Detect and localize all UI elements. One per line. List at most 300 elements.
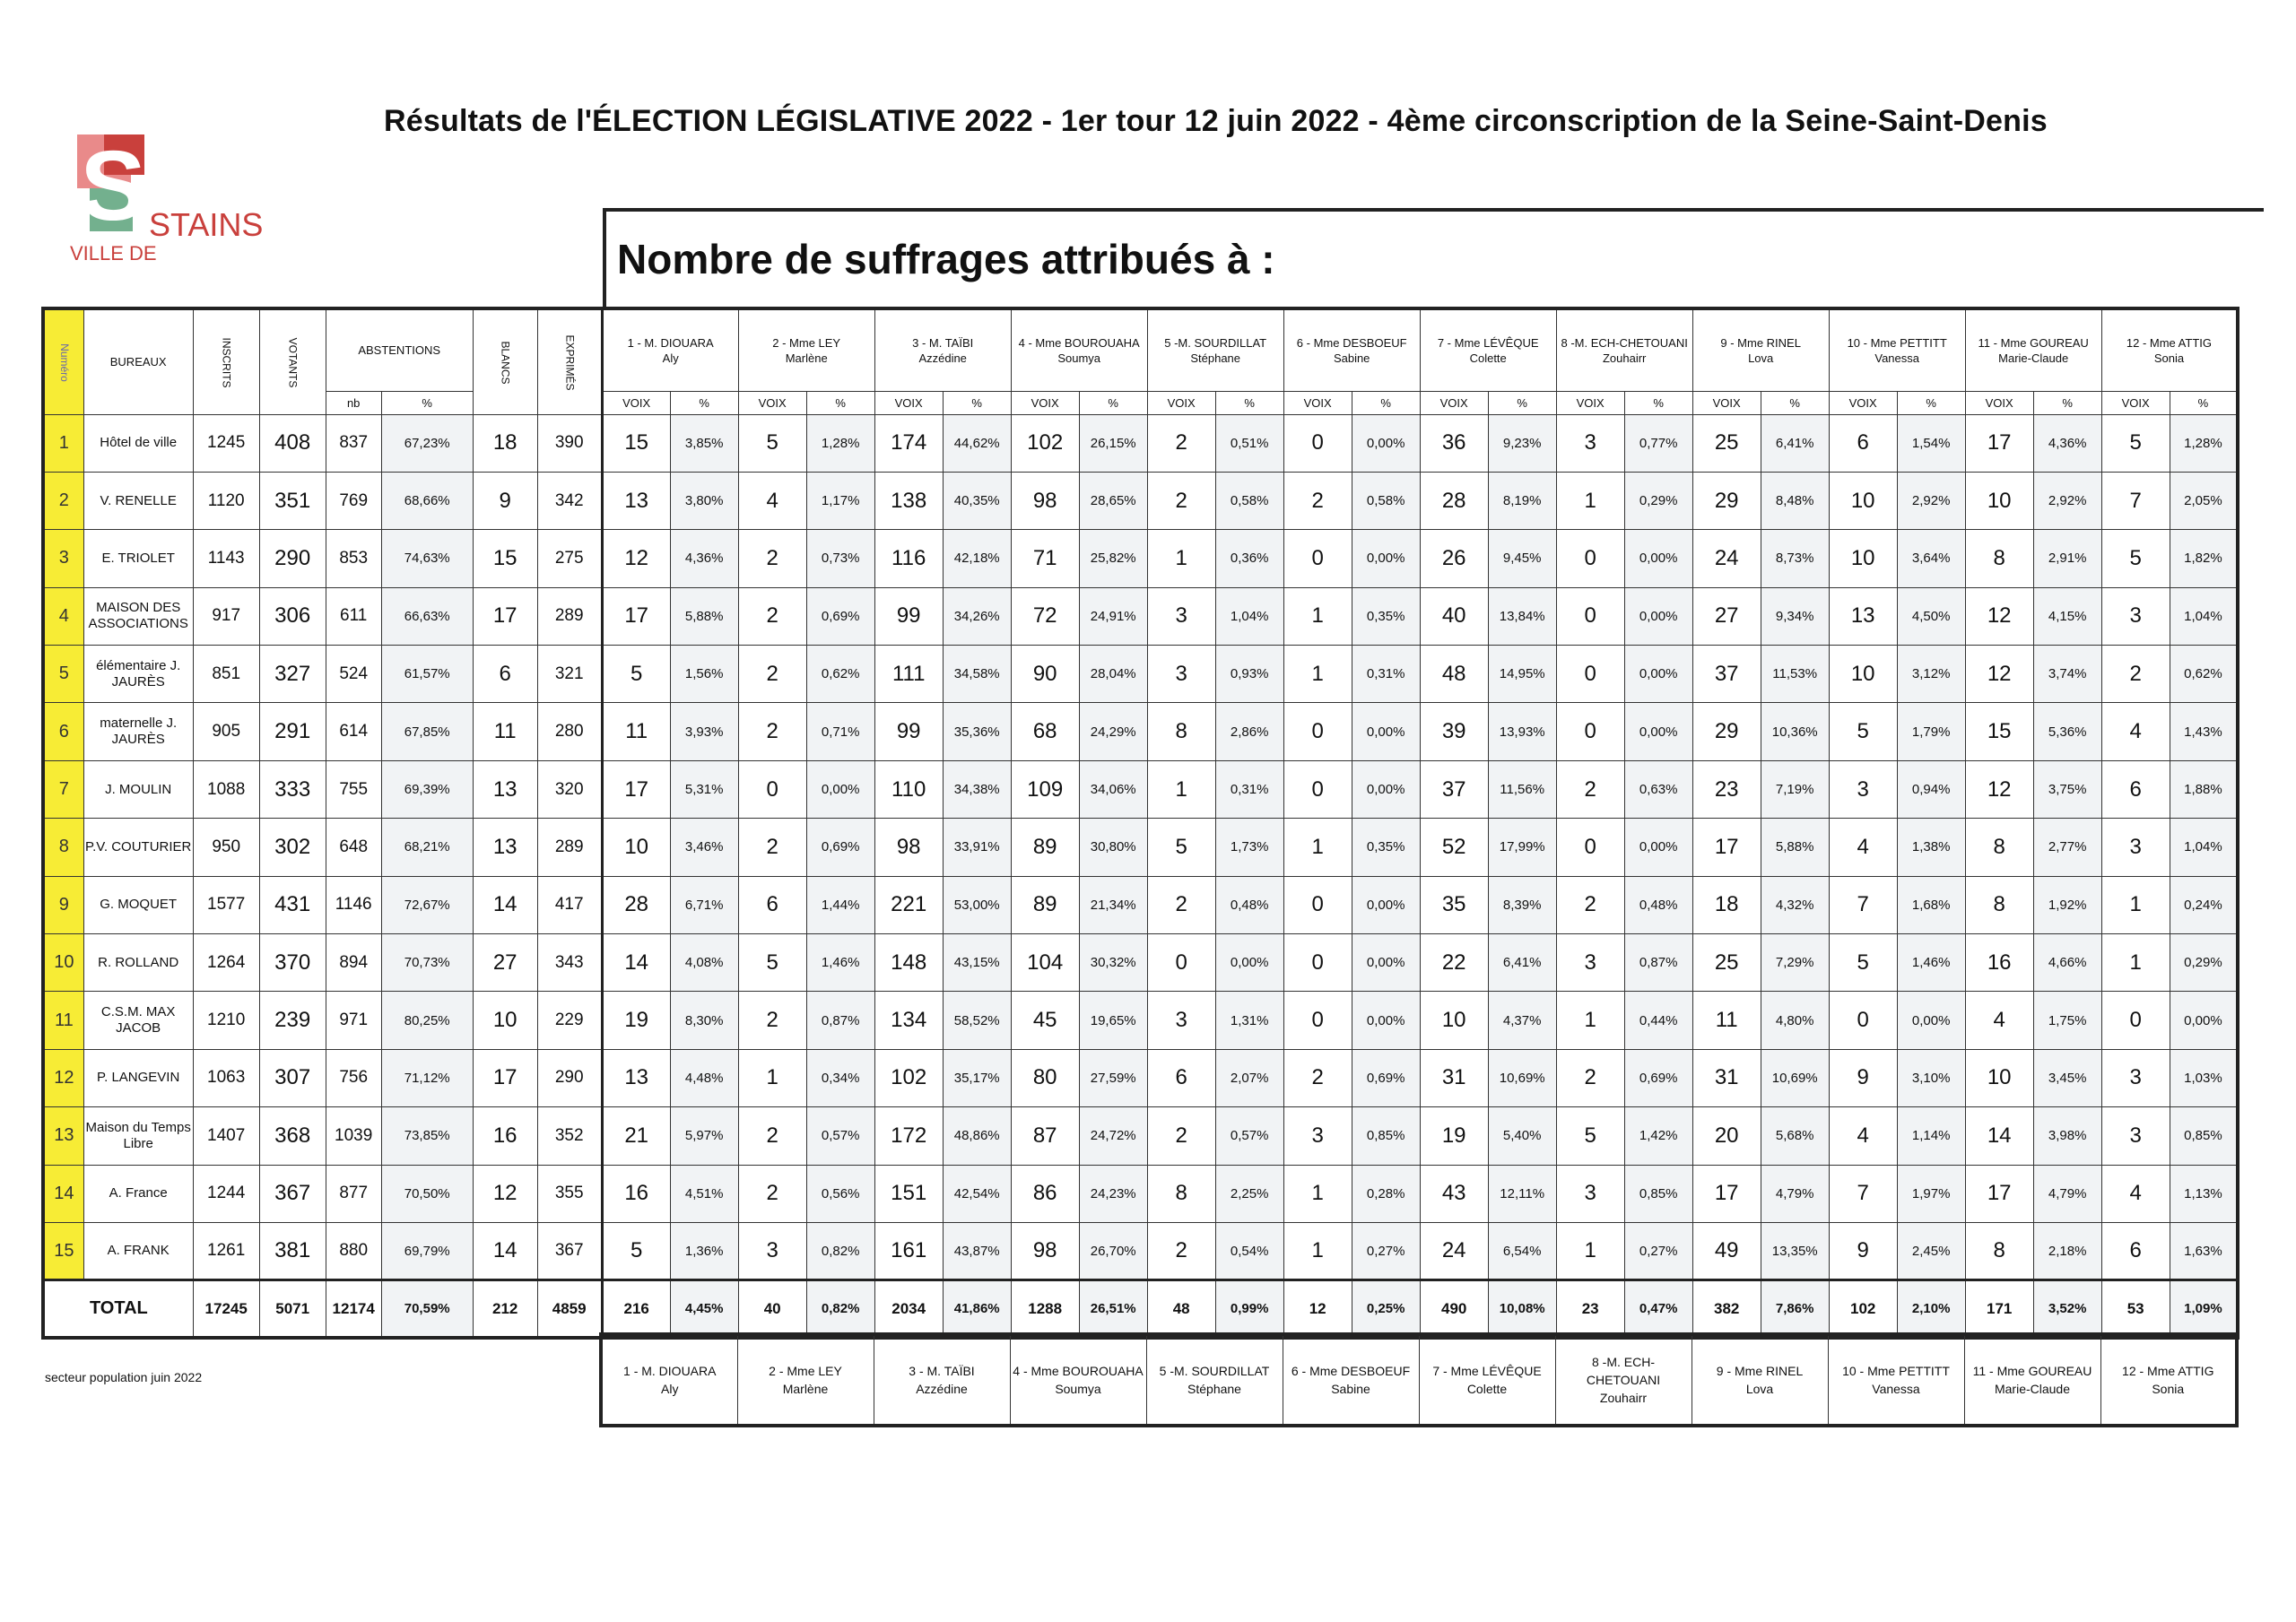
header-voix: VOIX: [1965, 391, 2033, 414]
blancs-cell: 14: [473, 876, 537, 933]
pct-cell: 0,24%: [2170, 876, 2238, 933]
bureau-name: A. France: [83, 1165, 193, 1222]
pct-cell: 11,53%: [1761, 646, 1829, 703]
voix-cell: 11: [1692, 992, 1761, 1049]
pct-cell: 0,00%: [1352, 414, 1420, 472]
voix-cell: 2: [2101, 646, 2170, 703]
exprimes-cell: 289: [537, 587, 602, 645]
voix-cell: 8: [1147, 1165, 1215, 1222]
blancs-cell: 27: [473, 934, 537, 992]
blancs-cell: 9: [473, 472, 537, 529]
blancs-cell: 16: [473, 1107, 537, 1165]
pct-cell: 0,58%: [1352, 472, 1420, 529]
pct-cell: 0,00%: [1215, 934, 1283, 992]
pct-cell: 40,35%: [943, 472, 1011, 529]
voix-cell: 37: [1420, 760, 1488, 818]
pct-cell: 3,98%: [2033, 1107, 2101, 1165]
voix-cell: 0: [1147, 934, 1215, 992]
total-pct-cell: 0,82%: [806, 1280, 874, 1338]
voix-cell: 5: [1829, 934, 1897, 992]
voix-cell: 2: [738, 819, 806, 876]
voix-cell: 29: [1692, 703, 1761, 760]
total-exprimes: 4859: [537, 1280, 602, 1338]
row-number: 15: [43, 1222, 83, 1279]
voix-cell: 40: [1420, 587, 1488, 645]
exprimes-cell: 352: [537, 1107, 602, 1165]
header-numero: Numéro: [43, 308, 83, 414]
votants-cell: 381: [259, 1222, 326, 1279]
pct-cell: 0,31%: [1352, 646, 1420, 703]
voix-cell: 2: [738, 1165, 806, 1222]
voix-cell: 6: [1829, 414, 1897, 472]
votants-cell: 431: [259, 876, 326, 933]
abstentions-pct-cell: 67,85%: [381, 703, 473, 760]
pct-cell: 1,56%: [670, 646, 738, 703]
voix-cell: 10: [1965, 1049, 2033, 1106]
row-number: 2: [43, 472, 83, 529]
voix-cell: 2: [738, 992, 806, 1049]
voix-cell: 0: [2101, 992, 2170, 1049]
voix-cell: 89: [1011, 876, 1079, 933]
abstentions-pct-cell: 70,73%: [381, 934, 473, 992]
total-blancs: 212: [473, 1280, 537, 1338]
voix-cell: 43: [1420, 1165, 1488, 1222]
pct-cell: 43,87%: [943, 1222, 1011, 1279]
voix-cell: 90: [1011, 646, 1079, 703]
pct-cell: 1,46%: [1897, 934, 1965, 992]
exprimes-cell: 320: [537, 760, 602, 818]
voix-cell: 138: [874, 472, 943, 529]
pct-cell: 1,42%: [1624, 1107, 1692, 1165]
pct-cell: 4,51%: [670, 1165, 738, 1222]
voix-cell: 9: [1829, 1222, 1897, 1279]
pct-cell: 1,04%: [2170, 819, 2238, 876]
pct-cell: 24,91%: [1079, 587, 1147, 645]
pct-cell: 26,70%: [1079, 1222, 1147, 1279]
voix-cell: 2: [738, 587, 806, 645]
candidate-footer-table: [599, 1332, 2239, 1427]
total-pct-cell: 10,08%: [1488, 1280, 1556, 1338]
voix-cell: 134: [874, 992, 943, 1049]
pct-cell: 9,34%: [1761, 587, 1829, 645]
banner-title: Nombre de suffrages attribués à :: [617, 236, 1275, 282]
voix-cell: 10: [602, 819, 670, 876]
pct-cell: 4,36%: [2033, 414, 2101, 472]
candidate-header-10: 10 - Mme PETTITT Vanessa: [1829, 308, 1965, 391]
pct-cell: 1,36%: [670, 1222, 738, 1279]
row-number: 8: [43, 819, 83, 876]
pct-cell: 0,00%: [1624, 703, 1692, 760]
abstentions-nb-cell: 971: [326, 992, 381, 1049]
blancs-cell: 11: [473, 703, 537, 760]
abstentions-nb-cell: 1039: [326, 1107, 381, 1165]
pct-cell: 0,00%: [1624, 587, 1692, 645]
candidate-header-8: 8 -M. ECH-CHETOUANI Zouhairr: [1556, 308, 1692, 391]
pct-cell: 2,86%: [1215, 703, 1283, 760]
pct-cell: 0,35%: [1352, 587, 1420, 645]
abstentions-pct-cell: 68,66%: [381, 472, 473, 529]
votants-cell: 327: [259, 646, 326, 703]
pct-cell: 6,41%: [1761, 414, 1829, 472]
pct-cell: 0,85%: [1352, 1107, 1420, 1165]
candidate-header-11: 11 - Mme GOUREAU Marie-Claude: [1965, 308, 2101, 391]
voix-cell: 7: [1829, 1165, 1897, 1222]
voix-cell: 3: [1147, 992, 1215, 1049]
abstentions-nb-cell: 648: [326, 819, 381, 876]
total-row: [43, 1280, 2238, 1338]
voix-cell: 10: [1965, 472, 2033, 529]
voix-cell: 20: [1692, 1107, 1761, 1165]
pct-cell: 1,03%: [2170, 1049, 2238, 1106]
table-row: [43, 992, 2238, 1049]
voix-cell: 2: [738, 1107, 806, 1165]
header-abstentions: ABSTENTIONS: [326, 308, 473, 391]
total-pct-cell: 2,10%: [1897, 1280, 1965, 1338]
voix-cell: 116: [874, 530, 943, 587]
header-pct: %: [1624, 391, 1692, 414]
voix-cell: 4: [2101, 703, 2170, 760]
total-pct-cell: 3,52%: [2033, 1280, 2101, 1338]
exprimes-cell: 390: [537, 414, 602, 472]
abstentions-nb-cell: 769: [326, 472, 381, 529]
abstentions-nb-cell: 877: [326, 1165, 381, 1222]
voix-cell: 1: [1283, 819, 1352, 876]
voix-cell: 0: [738, 760, 806, 818]
candidate-header-3: 3 - M. TAÏBI Azzédine: [874, 308, 1011, 391]
voix-cell: 17: [1692, 819, 1761, 876]
voix-cell: 13: [602, 1049, 670, 1106]
voix-cell: 148: [874, 934, 943, 992]
pct-cell: 0,29%: [1624, 472, 1692, 529]
pct-cell: 8,73%: [1761, 530, 1829, 587]
voix-cell: 68: [1011, 703, 1079, 760]
pct-cell: 1,88%: [2170, 760, 2238, 818]
exprimes-cell: 367: [537, 1222, 602, 1279]
total-pct-cell: 41,86%: [943, 1280, 1011, 1338]
pct-cell: 0,27%: [1352, 1222, 1420, 1279]
voix-cell: 110: [874, 760, 943, 818]
pct-cell: 0,00%: [1624, 646, 1692, 703]
voix-cell: 3: [2101, 1107, 2170, 1165]
bureau-name: élémentaire J. JAURÈS: [83, 646, 193, 703]
bureau-name: A. FRANK: [83, 1222, 193, 1279]
voix-cell: 24: [1692, 530, 1761, 587]
pct-cell: 34,58%: [943, 646, 1011, 703]
pct-cell: 0,44%: [1624, 992, 1692, 1049]
header-pct: %: [1352, 391, 1420, 414]
inscrits-cell: 1088: [193, 760, 259, 818]
voix-cell: 39: [1420, 703, 1488, 760]
pct-cell: 3,75%: [2033, 760, 2101, 818]
voix-cell: 27: [1692, 587, 1761, 645]
header-pct: %: [1079, 391, 1147, 414]
voix-cell: 1: [2101, 876, 2170, 933]
voix-cell: 3: [1556, 414, 1624, 472]
row-number: 1: [43, 414, 83, 472]
pct-cell: 26,15%: [1079, 414, 1147, 472]
voix-cell: 10: [1420, 992, 1488, 1049]
voix-cell: 12: [1965, 646, 2033, 703]
header-pct: %: [1215, 391, 1283, 414]
voix-cell: 2: [1147, 876, 1215, 933]
pct-cell: 13,84%: [1488, 587, 1556, 645]
table-row: [43, 587, 2238, 645]
voix-cell: 28: [602, 876, 670, 933]
pct-cell: 0,56%: [806, 1165, 874, 1222]
pct-cell: 0,36%: [1215, 530, 1283, 587]
total-voix-cell: 171: [1965, 1280, 2033, 1338]
inscrits-cell: 1244: [193, 1165, 259, 1222]
exprimes-cell: 289: [537, 819, 602, 876]
pct-cell: 4,37%: [1488, 992, 1556, 1049]
pct-cell: 4,66%: [2033, 934, 2101, 992]
voix-cell: 2: [1147, 472, 1215, 529]
candidate-header-9: 9 - Mme RINEL Lova: [1692, 308, 1829, 391]
header-voix: VOIX: [1147, 391, 1215, 414]
voix-cell: 3: [738, 1222, 806, 1279]
pct-cell: 3,64%: [1897, 530, 1965, 587]
pct-cell: 1,46%: [806, 934, 874, 992]
voix-cell: 2: [1556, 1049, 1624, 1106]
voix-cell: 102: [874, 1049, 943, 1106]
voix-cell: 8: [1965, 876, 2033, 933]
votants-cell: 306: [259, 587, 326, 645]
votants-cell: 408: [259, 414, 326, 472]
row-number: 6: [43, 703, 83, 760]
pct-cell: 0,27%: [1624, 1222, 1692, 1279]
candidate-header-1: 1 - M. DIOUARA Aly: [602, 308, 738, 391]
voix-cell: 10: [1829, 530, 1897, 587]
header-voix: VOIX: [1829, 391, 1897, 414]
voix-cell: 2: [1556, 760, 1624, 818]
votants-cell: 370: [259, 934, 326, 992]
pct-cell: 0,00%: [1352, 760, 1420, 818]
pct-cell: 35,36%: [943, 703, 1011, 760]
voix-cell: 21: [602, 1107, 670, 1165]
total-pct-cell: 0,25%: [1352, 1280, 1420, 1338]
abstentions-pct-cell: 71,12%: [381, 1049, 473, 1106]
abstentions-pct-cell: 69,79%: [381, 1222, 473, 1279]
pct-cell: 1,68%: [1897, 876, 1965, 933]
candidate-header-6: 6 - Mme DESBOEUF Sabine: [1283, 308, 1420, 391]
total-pct-cell: 0,47%: [1624, 1280, 1692, 1338]
votants-cell: 239: [259, 992, 326, 1049]
table-row: [43, 646, 2238, 703]
voix-cell: 5: [2101, 414, 2170, 472]
voix-cell: 221: [874, 876, 943, 933]
pct-cell: 1,31%: [1215, 992, 1283, 1049]
pct-cell: 0,71%: [806, 703, 874, 760]
total-voix-cell: 53: [2101, 1280, 2170, 1338]
blancs-cell: 6: [473, 646, 537, 703]
abstentions-pct-cell: 80,25%: [381, 992, 473, 1049]
pct-cell: 0,57%: [806, 1107, 874, 1165]
blancs-cell: 10: [473, 992, 537, 1049]
voix-cell: 6: [2101, 760, 2170, 818]
pct-cell: 19,65%: [1079, 992, 1147, 1049]
pct-cell: 5,31%: [670, 760, 738, 818]
voix-cell: 0: [1556, 819, 1624, 876]
pct-cell: 30,80%: [1079, 819, 1147, 876]
pct-cell: 1,38%: [1897, 819, 1965, 876]
voix-cell: 2: [1147, 1222, 1215, 1279]
pct-cell: 4,79%: [1761, 1165, 1829, 1222]
voix-cell: 1: [1147, 530, 1215, 587]
pct-cell: 0,35%: [1352, 819, 1420, 876]
page-title: Résultats de l'ÉLECTION LÉGISLATIVE 2022 - 1er tour 12 juin 2022 - 4ème circonscription de la Seine-Saint-Denis: [384, 104, 2048, 138]
header-voix: VOIX: [1556, 391, 1624, 414]
votants-cell: 367: [259, 1165, 326, 1222]
header-blancs: BLANCS: [473, 308, 537, 414]
voix-cell: 1: [2101, 934, 2170, 992]
exprimes-cell: 280: [537, 703, 602, 760]
voix-cell: 5: [738, 934, 806, 992]
exprimes-cell: 342: [537, 472, 602, 529]
blancs-cell: 13: [473, 760, 537, 818]
row-number: 10: [43, 934, 83, 992]
pct-cell: 0,00%: [2170, 992, 2238, 1049]
inscrits-cell: 950: [193, 819, 259, 876]
pct-cell: 1,97%: [1897, 1165, 1965, 1222]
inscrits-cell: 1063: [193, 1049, 259, 1106]
row-number: 7: [43, 760, 83, 818]
votants-cell: 307: [259, 1049, 326, 1106]
pct-cell: 48,86%: [943, 1107, 1011, 1165]
voix-cell: 17: [602, 760, 670, 818]
total-pct-cell: 7,86%: [1761, 1280, 1829, 1338]
exprimes-cell: 275: [537, 530, 602, 587]
voix-cell: 6: [2101, 1222, 2170, 1279]
voix-cell: 111: [874, 646, 943, 703]
blancs-cell: 13: [473, 819, 537, 876]
voix-cell: 3: [1829, 760, 1897, 818]
voix-cell: 0: [1283, 530, 1352, 587]
header-voix: VOIX: [738, 391, 806, 414]
voix-cell: 172: [874, 1107, 943, 1165]
header-pct: %: [943, 391, 1011, 414]
voix-cell: 99: [874, 587, 943, 645]
voix-cell: 4: [738, 472, 806, 529]
total-voix-cell: 2034: [874, 1280, 943, 1338]
voix-cell: 161: [874, 1222, 943, 1279]
pct-cell: 34,26%: [943, 587, 1011, 645]
candidate-header-5: 5 -M. SOURDILLAT Stéphane: [1147, 308, 1283, 391]
footer-candidate-2: 2 - Mme LEY Marlène: [737, 1334, 874, 1426]
voix-cell: 1: [1283, 1165, 1352, 1222]
votants-cell: 291: [259, 703, 326, 760]
pct-cell: 24,23%: [1079, 1165, 1147, 1222]
pct-cell: 1,13%: [2170, 1165, 2238, 1222]
table-row: [43, 934, 2238, 992]
pct-cell: 3,12%: [1897, 646, 1965, 703]
pct-cell: 34,06%: [1079, 760, 1147, 818]
voix-cell: 1: [1283, 587, 1352, 645]
bureau-name: P. LANGEVIN: [83, 1049, 193, 1106]
header-voix: VOIX: [874, 391, 943, 414]
abstentions-pct-cell: 68,21%: [381, 819, 473, 876]
blancs-cell: 15: [473, 530, 537, 587]
voix-cell: 4: [1829, 819, 1897, 876]
pct-cell: 3,10%: [1897, 1049, 1965, 1106]
voix-cell: 86: [1011, 1165, 1079, 1222]
pct-cell: 0,94%: [1897, 760, 1965, 818]
pct-cell: 1,73%: [1215, 819, 1283, 876]
row-number: 11: [43, 992, 83, 1049]
pct-cell: 0,48%: [1624, 876, 1692, 933]
voix-cell: 72: [1011, 587, 1079, 645]
pct-cell: 0,85%: [1624, 1165, 1692, 1222]
pct-cell: 5,68%: [1761, 1107, 1829, 1165]
voix-cell: 17: [1965, 1165, 2033, 1222]
abstentions-nb-cell: 611: [326, 587, 381, 645]
total-voix-cell: 23: [1556, 1280, 1624, 1338]
pct-cell: 35,17%: [943, 1049, 1011, 1106]
voix-cell: 174: [874, 414, 943, 472]
total-voix-cell: 12: [1283, 1280, 1352, 1338]
pct-cell: 1,43%: [2170, 703, 2238, 760]
abstentions-pct-cell: 70,50%: [381, 1165, 473, 1222]
voix-cell: 1: [1147, 760, 1215, 818]
voix-cell: 17: [602, 587, 670, 645]
bureau-name: P.V. COUTURIER: [83, 819, 193, 876]
pct-cell: 6,41%: [1488, 934, 1556, 992]
voix-cell: 5: [602, 1222, 670, 1279]
voix-cell: 16: [602, 1165, 670, 1222]
exprimes-cell: 343: [537, 934, 602, 992]
pct-cell: 25,82%: [1079, 530, 1147, 587]
abstentions-nb-cell: 894: [326, 934, 381, 992]
blancs-cell: 14: [473, 1222, 537, 1279]
pct-cell: 0,62%: [2170, 646, 2238, 703]
voix-cell: 104: [1011, 934, 1079, 992]
pct-cell: 0,73%: [806, 530, 874, 587]
pct-cell: 3,80%: [670, 472, 738, 529]
pct-cell: 0,57%: [1215, 1107, 1283, 1165]
svg-text:S: S: [80, 134, 146, 241]
abstentions-nb-cell: 853: [326, 530, 381, 587]
table-row: [43, 876, 2238, 933]
pct-cell: 1,44%: [806, 876, 874, 933]
voix-cell: 6: [738, 876, 806, 933]
pct-cell: 2,25%: [1215, 1165, 1283, 1222]
inscrits-cell: 1210: [193, 992, 259, 1049]
header-abs-pct: %: [381, 391, 473, 414]
voix-cell: 0: [1829, 992, 1897, 1049]
pct-cell: 8,48%: [1761, 472, 1829, 529]
pct-cell: 0,00%: [1352, 934, 1420, 992]
pct-cell: 1,54%: [1897, 414, 1965, 472]
voix-cell: 2: [1283, 472, 1352, 529]
voix-cell: 0: [1283, 992, 1352, 1049]
total-pct-cell: 1,09%: [2170, 1280, 2238, 1338]
header-inscrits: INSCRITS: [193, 308, 259, 414]
pct-cell: 30,32%: [1079, 934, 1147, 992]
pct-cell: 53,00%: [943, 876, 1011, 933]
voix-cell: 3: [2101, 1049, 2170, 1106]
blancs-cell: 17: [473, 1049, 537, 1106]
pct-cell: 0,00%: [1624, 819, 1692, 876]
voix-cell: 87: [1011, 1107, 1079, 1165]
row-number: 14: [43, 1165, 83, 1222]
logo-ville-de-text: VILLE DE: [70, 242, 157, 265]
pct-cell: 4,15%: [2033, 587, 2101, 645]
pct-cell: 3,45%: [2033, 1049, 2101, 1106]
abstentions-nb-cell: 1146: [326, 876, 381, 933]
abstentions-nb-cell: 837: [326, 414, 381, 472]
voix-cell: 19: [1420, 1107, 1488, 1165]
voix-cell: 8: [1965, 819, 2033, 876]
pct-cell: 1,82%: [2170, 530, 2238, 587]
